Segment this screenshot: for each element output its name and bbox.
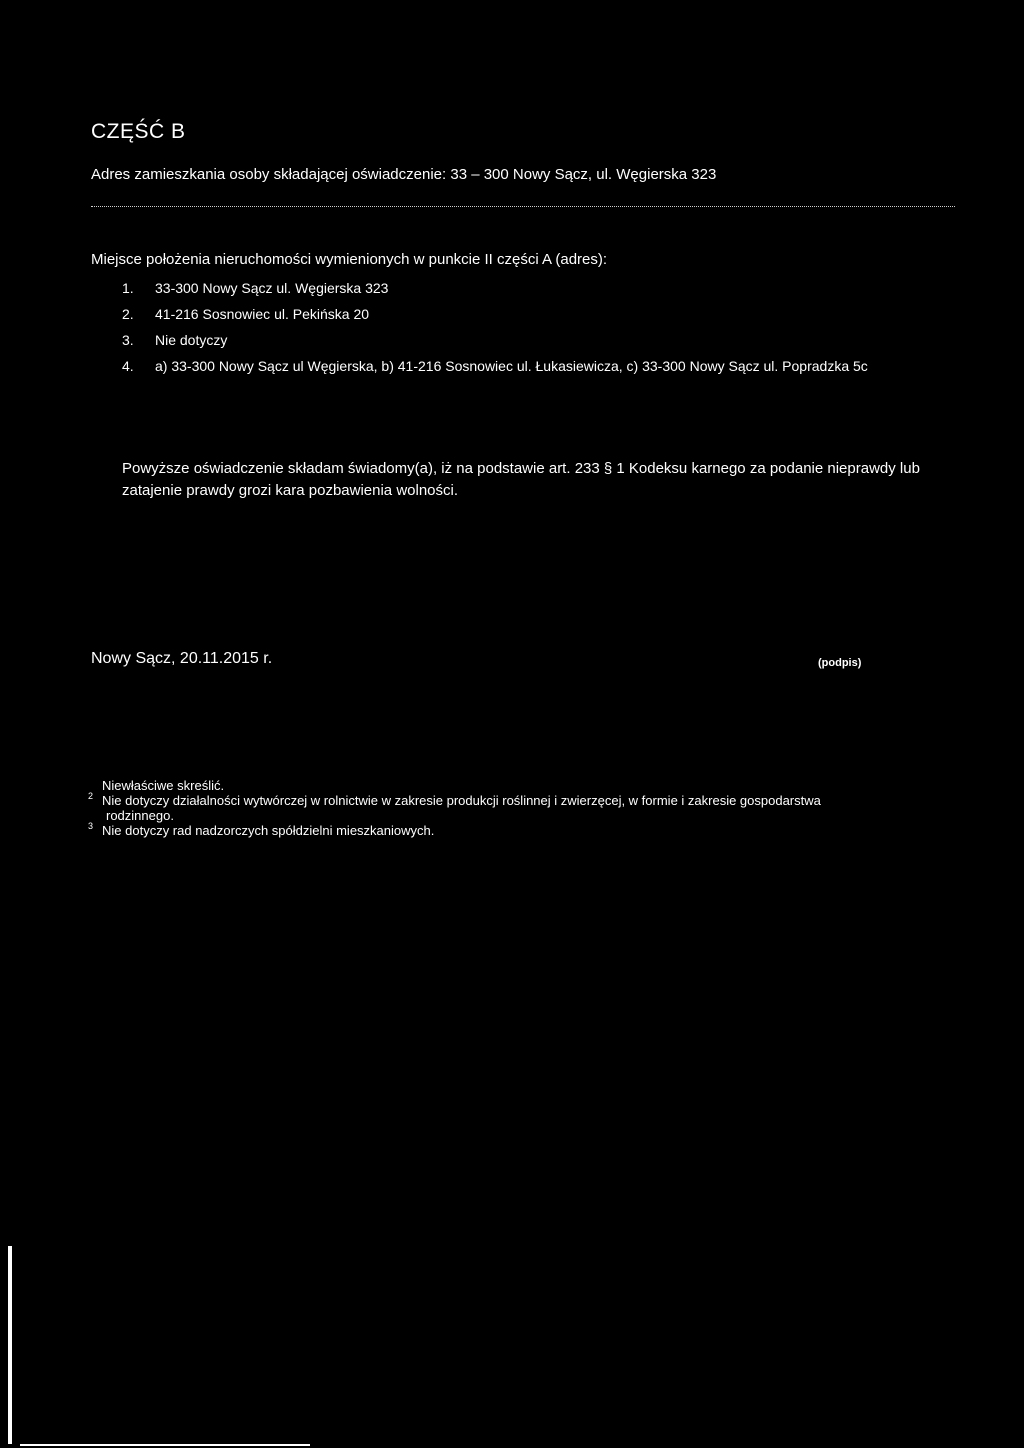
place-and-date: Nowy Sącz, 20.11.2015 r.	[91, 650, 273, 667]
declarant-address: Adres zamieszkania osoby składającej oświadczenie: 33 – 300 Nowy Sącz, ul. Węgierska 323	[91, 166, 717, 183]
scan-edge-bottom	[20, 1444, 310, 1446]
footnotes	[88, 778, 958, 838]
list-item	[122, 305, 922, 324]
legal-declaration: Powyższe oświadczenie składam świadomy(a), iż na podstawie art. 233 § 1 Kodeksu karnego za podanie nieprawdy lub zatajenie prawdy grozi kara pozbawienia wolności.	[122, 460, 920, 499]
list-item-number: 3.	[122, 332, 134, 348]
footnote	[88, 823, 958, 838]
property-location-label: Miejsce położenia nieruchomości wymienionych w punkcie II części A (adres):	[91, 251, 608, 268]
dotted-separator	[91, 206, 955, 207]
list-item-text: 33-300 Nowy Sącz ul. Węgierska 323	[155, 280, 389, 296]
section-heading: CZĘŚĆ B	[91, 120, 186, 143]
signature-label: (podpis)	[818, 657, 862, 669]
list-item-number: 4.	[122, 358, 134, 374]
list-item	[122, 357, 922, 376]
footnote-mark: 3	[88, 821, 94, 831]
list-item-text: a) 33-300 Nowy Sącz ul Węgierska, b) 41-216 Sosnowiec ul. Łukasiewicza, c) 33-300 Nowy Sącz ul. Popradzka 5c	[155, 358, 868, 374]
property-list	[122, 279, 922, 383]
list-item-number: 2.	[122, 306, 134, 322]
footnote-continuation	[88, 808, 958, 823]
footnote	[88, 793, 958, 808]
list-item	[122, 331, 922, 350]
footnote-text: Niewłaściwe skreślić.	[102, 778, 225, 793]
list-item-text: 41-216 Sosnowiec ul. Pekińska 20	[155, 306, 370, 322]
footnote-text: Nie dotyczy działalności wytwórczej w rolnictwie w zakresie produkcji roślinnej i zwierzęcej, w formie i zakresie gospodarstwa	[102, 793, 821, 808]
footnote-text: rodzinnego.	[106, 808, 174, 823]
list-item-text: Nie dotyczy	[155, 332, 228, 348]
footnote	[88, 778, 958, 793]
footnote-text: Nie dotyczy rad nadzorczych spółdzielni mieszkaniowych.	[102, 823, 435, 838]
footnote-mark: 2	[88, 791, 94, 801]
list-item	[122, 279, 922, 298]
list-item-number: 1.	[122, 280, 134, 296]
scan-edge-left	[8, 1246, 12, 1444]
